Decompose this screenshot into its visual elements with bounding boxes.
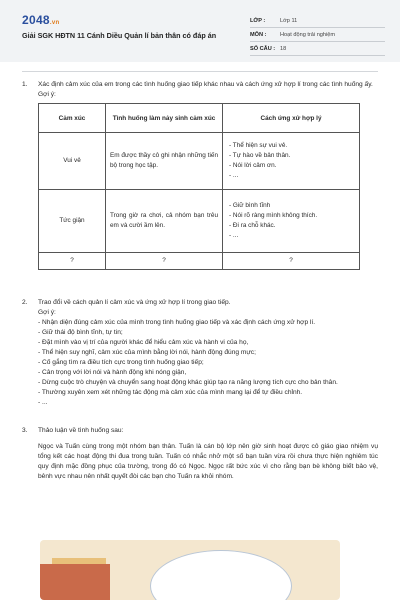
illustration-strip <box>52 558 106 564</box>
question-text: Trao đổi về cách quản lí cảm xúc và ứng xử hợp lí trong giao tiếp. <box>38 299 231 306</box>
meta-key: SỐ CÂU : <box>250 45 276 52</box>
action-item: - Tự hào về bản thân. <box>229 152 291 159</box>
situation-paragraph-wrap <box>22 442 378 482</box>
table-cell-actions: ? <box>223 253 360 270</box>
question-1 <box>22 80 378 270</box>
document-title: Giải SGK HĐTN 11 Cánh Diều Quản lí bản thân có đáp án <box>22 31 217 40</box>
site-logo[interactable] <box>22 13 59 27</box>
table-row <box>39 133 360 190</box>
question-number: 1. <box>22 81 28 88</box>
action-item: - ... <box>229 172 239 179</box>
meta-row-subject <box>250 28 385 42</box>
table-header: Cảm xúc <box>39 104 106 133</box>
list-item: - Thể hiện suy nghĩ, cảm xúc của mình bằng lời nói, hành động đúng mực; <box>38 349 256 356</box>
page-header <box>0 0 400 62</box>
illustration-bubble <box>150 550 292 600</box>
table-cell-situation: Trong giờ ra chơi, cả nhóm bạn trêu em và cười ầm lên. <box>106 190 223 253</box>
table-cell-emotion: Tức giận <box>39 190 106 253</box>
illustration-board <box>40 564 110 600</box>
table-cell-situation: Em được thầy cô ghi nhận những tiến bộ trong học tập. <box>106 133 223 190</box>
meta-key: LỚP : <box>250 17 266 24</box>
action-item: - Giữ bình tĩnh <box>229 202 271 209</box>
hint-label: Gợi ý: <box>38 91 56 98</box>
situation-paragraph: Ngọc và Tuấn cùng trong một nhóm bạn thân. Tuấn là cán bộ lớp nên giờ sinh hoạt được cô giáo giao nhiệm vụ tổng kết các hoạt động thi đua trong tuần. Tuấn có nhắc nhở một số bạn tuần vừa rồi chưa thực hiện nghiêm túc quy định mặc đồng phục của trường, trong đó có Ngọc. Ngọc rất bức xúc vì cho rằng bạn bè không biết bảo vệ, bênh vực nhau nên nhất quyết đòi các bạn cho Tuấn ra khỏi nhóm. <box>38 443 378 480</box>
logo-suffix: .vn <box>49 20 60 26</box>
logo-main: 2048 <box>22 13 50 27</box>
meta-value: Lớp 11 <box>280 17 298 24</box>
list-item: - Cân trọng với lời nói và hành động khi nóng giận, <box>38 369 187 376</box>
list-item: - Cố gắng tìm ra điều tích cực trong tình huống giao tiếp; <box>38 359 204 366</box>
table-header: Cách ứng xử hợp lý <box>223 104 360 133</box>
action-item: - Nói lời cảm ơn. <box>229 162 277 169</box>
table-cell-emotion: Vui vẻ <box>39 133 106 190</box>
meta-row-count <box>250 42 385 56</box>
document-body <box>22 80 378 482</box>
emotion-table <box>38 103 360 270</box>
list-item: - Giữ thái độ bình tĩnh, tự tin; <box>38 329 123 336</box>
action-item: - ... <box>229 232 239 239</box>
table-header: Tình huống làm nảy sinh cảm xúc <box>106 104 223 133</box>
table-row <box>39 253 360 270</box>
meta-info <box>250 14 385 56</box>
table-header-row <box>39 104 360 133</box>
question-text: Thảo luận về tình huống sau: <box>38 427 124 434</box>
action-item: - Nói rõ ràng mình không thích. <box>229 212 318 219</box>
table-row <box>39 190 360 253</box>
meta-value: 18 <box>280 45 287 52</box>
header-divider <box>22 71 378 72</box>
table-cell-actions <box>223 190 360 253</box>
question-number: 2. <box>22 299 28 306</box>
table-cell-actions <box>223 133 360 190</box>
table-cell-situation: ? <box>106 253 223 270</box>
action-item: - Thể hiện sự vui vẻ. <box>229 142 288 149</box>
meta-key: MÔN : <box>250 31 267 38</box>
meta-row-class <box>250 14 385 28</box>
action-item: - Đi ra chỗ khác. <box>229 222 276 229</box>
list-item: - Dừng cuộc trò chuyện và chuyển sang hoạt động khác giúp tạo ra năng lượng tích cực cho bản thân. <box>38 379 338 386</box>
illustration-image <box>40 540 340 600</box>
question-3 <box>22 426 378 436</box>
list-item: - Thường xuyên xem xét những tác động mà cảm xúc của mình mang lại để tự điều chỉnh. <box>38 389 303 396</box>
table-cell-emotion: ? <box>39 253 106 270</box>
list-item: - Đặt mình vào vị trí của người khác để hiểu cảm xúc và hành vi của họ, <box>38 339 249 346</box>
question-text: Xác định cảm xúc của em trong các tình huống giao tiếp khác nhau và cách ứng xử hợp lí trong các tình huống ấy. <box>38 81 373 88</box>
meta-value: Hoạt động trải nghiệm <box>280 31 336 38</box>
list-item: - Nhận diện đúng cảm xúc của mình trong tình huống giao tiếp và xác định cách ứng xử hợp lí. <box>38 319 316 326</box>
hint-list <box>38 318 378 408</box>
list-item: - ... <box>38 399 48 406</box>
question-number: 3. <box>22 427 28 434</box>
hint-label: Gợi ý: <box>38 309 56 316</box>
question-2 <box>22 298 378 408</box>
